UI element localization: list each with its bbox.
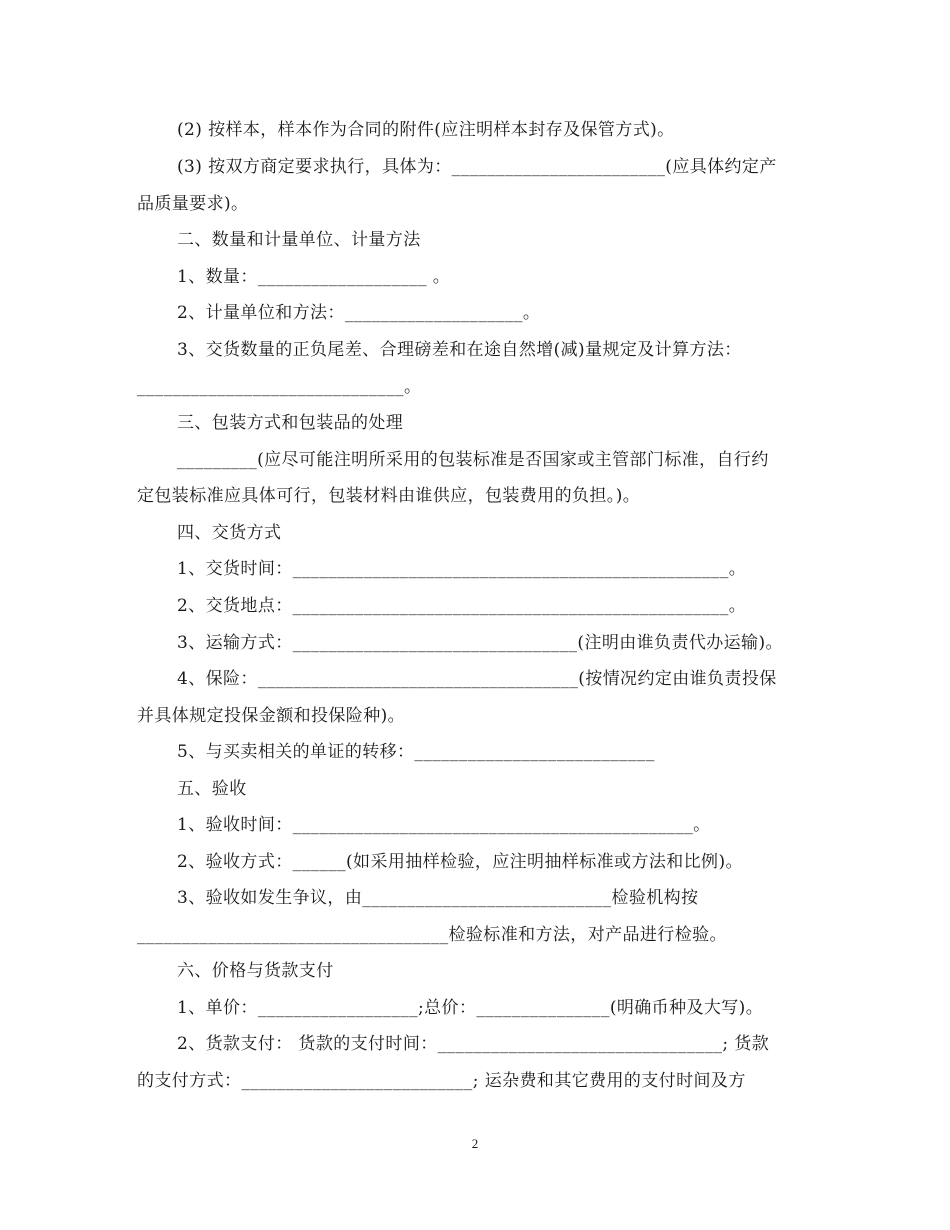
paragraph-line: _________(应尽可能注明所采用的包装标准是否国家或主管部门标准，自行约 bbox=[177, 450, 769, 470]
paragraph-line: 品质量要求)。 bbox=[137, 194, 249, 214]
section-heading: 三、包装方式和包装品的处理 bbox=[177, 413, 404, 433]
paragraph-line: 4、保险：____________________________________(按情况约定由谁负责投保 bbox=[177, 669, 777, 689]
section-heading: 二、数量和计量单位、计量方法 bbox=[177, 230, 421, 250]
paragraph-line: 3、交货数量的正负尾差、合理磅差和在途自然增(减)量规定及计算方法： bbox=[177, 340, 742, 360]
paragraph-line: 3、验收如发生争议，由____________________________检验机构按 bbox=[177, 888, 699, 908]
paragraph-line: 1、数量：___________________ 。 bbox=[177, 267, 451, 287]
paragraph-line: 2、交货地点：_________________________________________________。 bbox=[177, 596, 747, 616]
section-heading: 四、交货方式 bbox=[177, 523, 282, 543]
section-heading: 五、验收 bbox=[177, 779, 247, 799]
paragraph-line: 2、计量单位和方法：____________________。 bbox=[177, 303, 541, 323]
paragraph-line: ______________________________。 bbox=[137, 377, 422, 397]
paragraph-line: 1、单价：__________________;总价：_______________(明确币种及大写)。 bbox=[177, 998, 764, 1018]
paragraph-line: 1、交货时间：_________________________________________________。 bbox=[177, 559, 747, 579]
section-heading: 六、价格与货款支付 bbox=[177, 961, 334, 981]
paragraph-line: 5、与买卖相关的单证的转移：___________________________ bbox=[177, 742, 655, 762]
paragraph-line: 定包装标准应具体可行，包装材料由谁供应，包装费用的负担。)。 bbox=[137, 486, 641, 506]
paragraph-line: (2) 按样本，样本作为合同的附件(应注明样本封存及保管方式)。 bbox=[177, 120, 675, 140]
paragraph-line: 3、运输方式：________________________________(注明由谁负责代办运输)。 bbox=[177, 633, 783, 653]
paragraph-line: (3) 按双方商定要求执行，具体为：________________________(应具体约定产 bbox=[177, 157, 777, 177]
paragraph-line: 1、验收时间：_____________________________________________。 bbox=[177, 815, 711, 835]
page-number: 2 bbox=[471, 1136, 479, 1151]
paragraph-line: 并具体规定投保金额和投保险种)。 bbox=[137, 706, 406, 726]
paragraph-line: ___________________________________检验标准和方法，对产品进行检验。 bbox=[137, 925, 727, 945]
paragraph-line: 的支付方式：__________________________; 运杂费和其它费用的支付时间及方 bbox=[137, 1071, 746, 1091]
paragraph-line: 2、验收方式：______(如采用抽样检验，应注明抽样标准或方法和比例)。 bbox=[177, 852, 743, 872]
paragraph-line: 2、货款支付： 货款的支付时间：________________________________; 货款 bbox=[177, 1034, 770, 1054]
